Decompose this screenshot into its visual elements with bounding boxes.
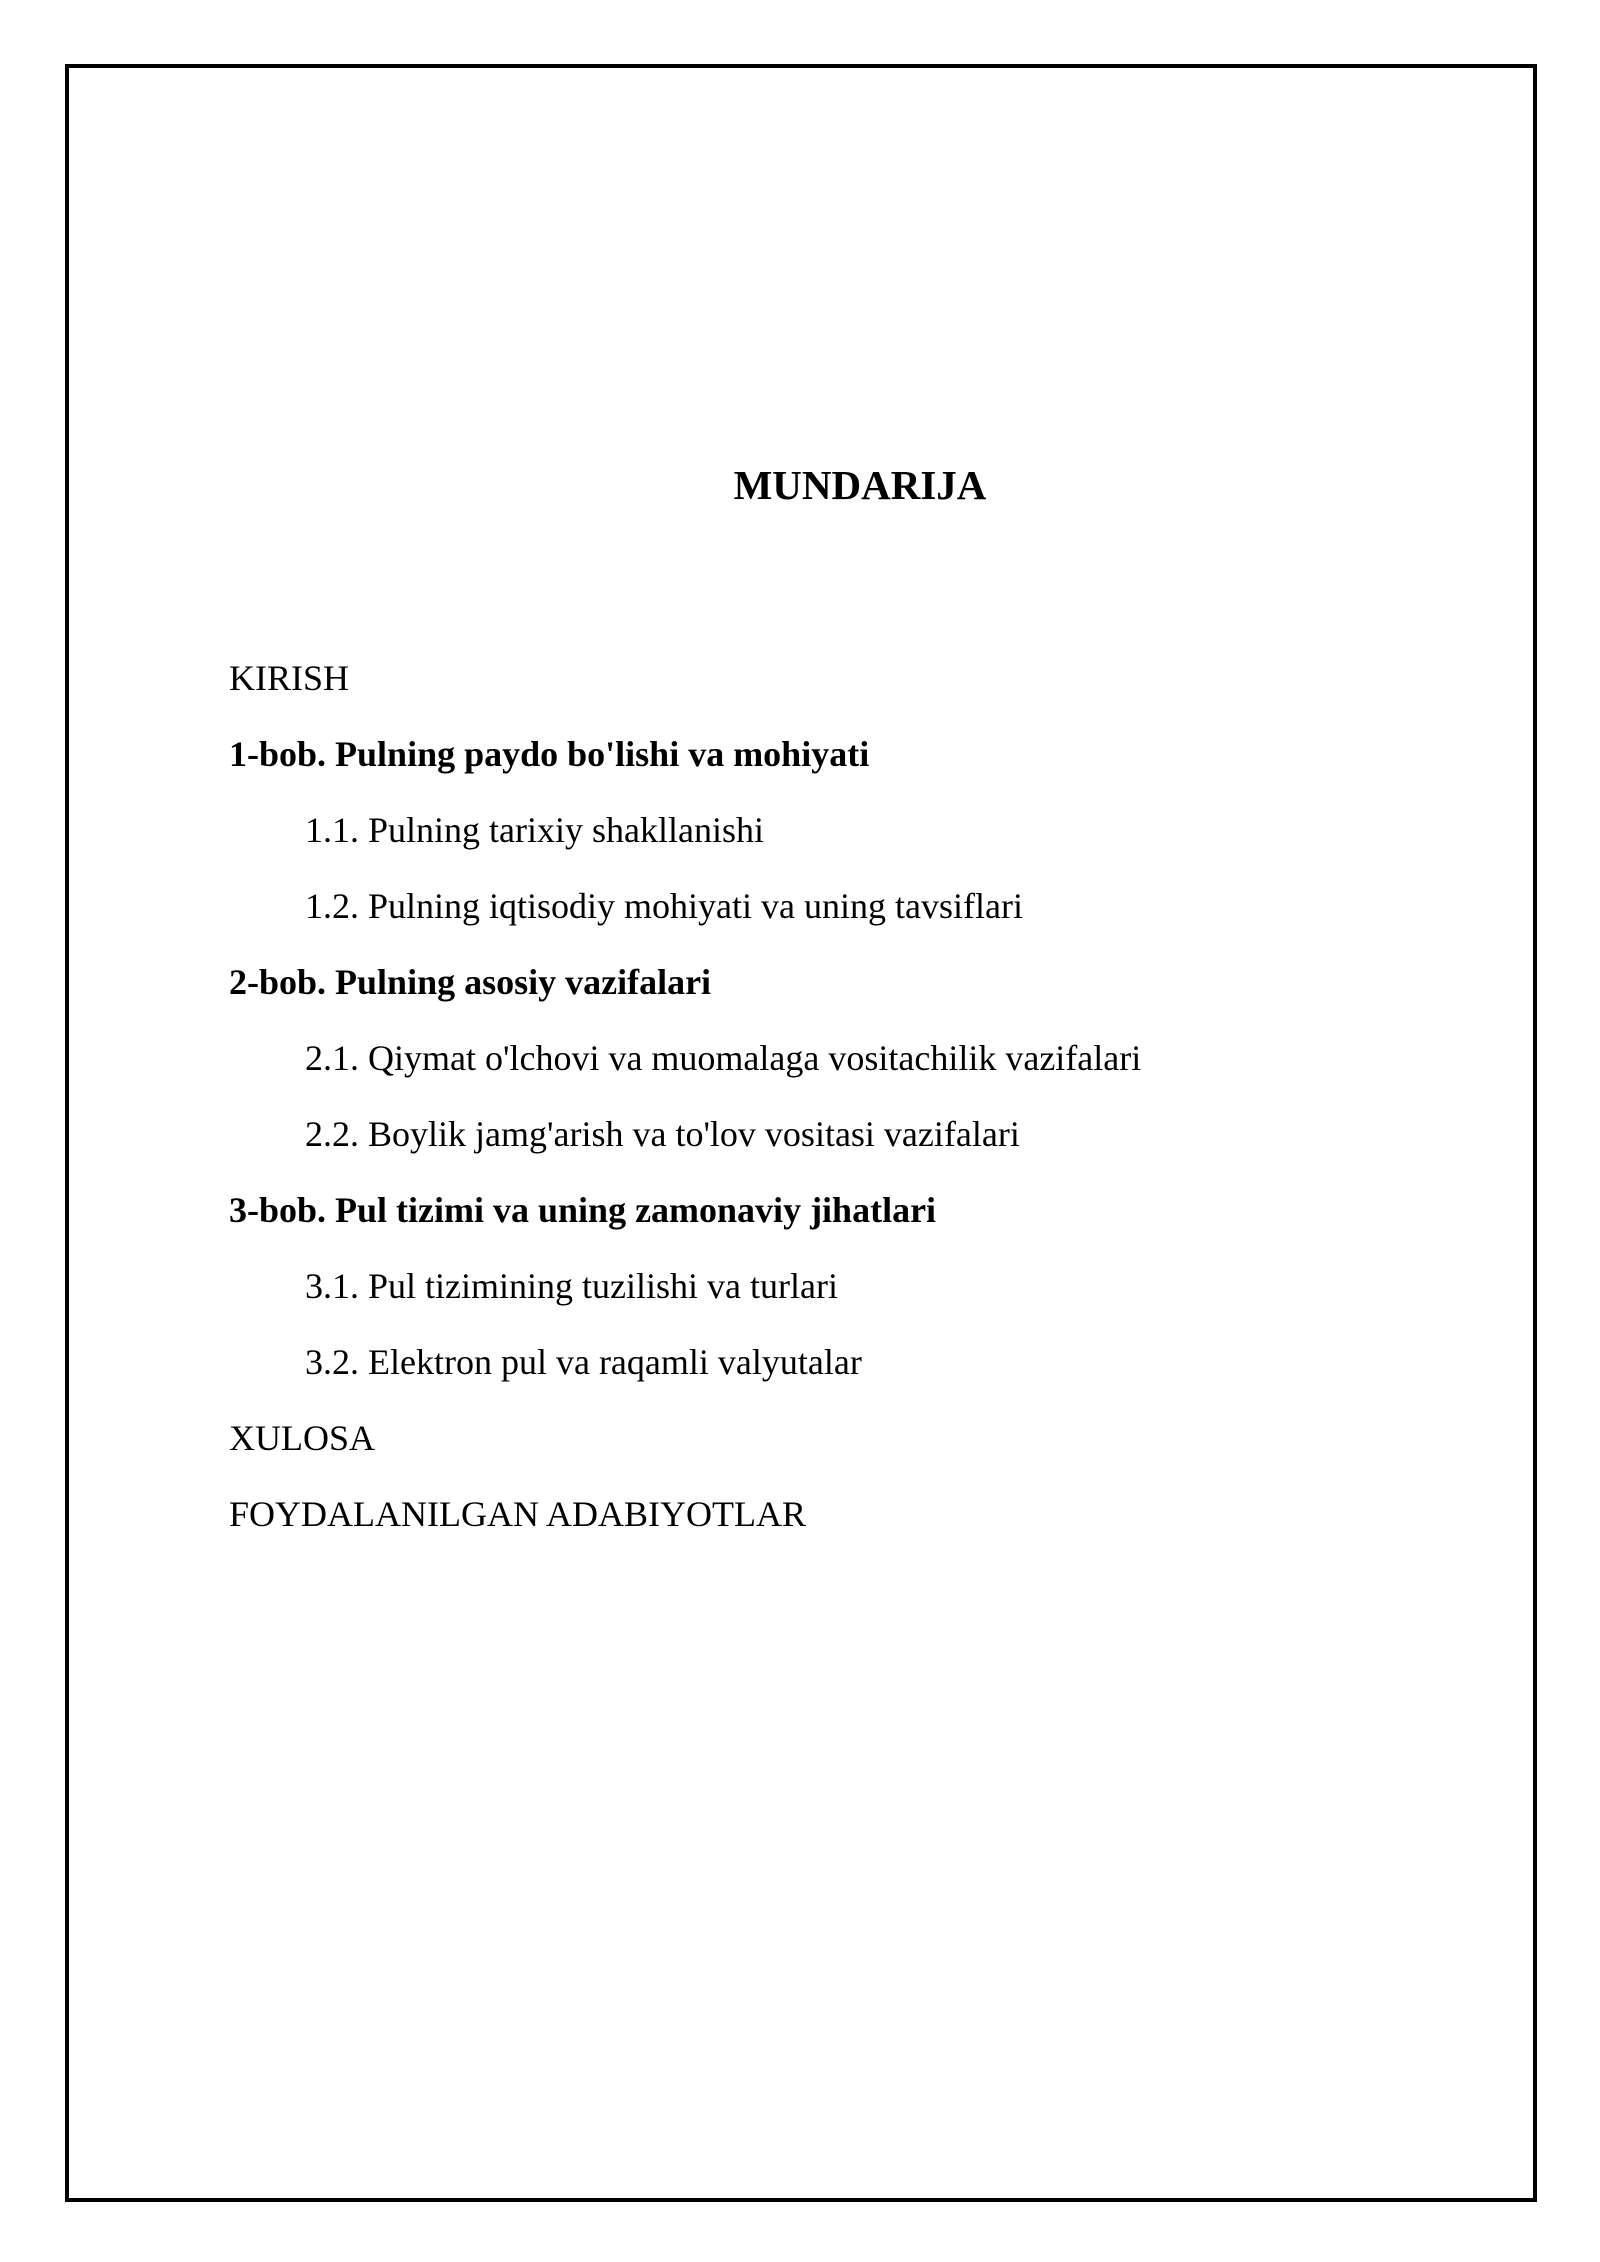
toc-subsection-1-2: 1.2. Pulning iqtisodiy mohiyati va uning tavsiflari — [305, 886, 1023, 926]
table-of-contents — [229, 640, 1141, 1552]
toc-subsection-3-2: 3.2. Elektron pul va raqamli valyutalar — [305, 1342, 862, 1382]
toc-chapter-1: 1-bob. Pulning paydo bo'lishi va mohiyati — [229, 734, 870, 774]
toc-subsection-1-1: 1.1. Pulning tarixiy shakllanishi — [305, 810, 764, 850]
toc-chapter-3: 3-bob. Pul tizimi va uning zamonaviy jihatlari — [229, 1190, 937, 1230]
toc-subsection-2-2: 2.2. Boylik jamg'arish va to'lov vositasi vazifalari — [305, 1114, 1020, 1154]
page-title: MUNDARIJA — [733, 462, 987, 508]
toc-chapter-2: 2-bob. Pulning asosiy vazifalari — [229, 962, 712, 1002]
toc-subsection-2-1: 2.1. Qiymat o'lchovi va muomalaga vositachilik vazifalari — [305, 1038, 1142, 1078]
toc-entry-conclusion: XULOSA — [229, 1418, 376, 1458]
toc-subsection-3-1: 3.1. Pul tizimining tuzilishi va turlari — [305, 1266, 838, 1306]
toc-entry-intro: KIRISH — [229, 658, 350, 698]
toc-entry-references: FOYDALANILGAN ADABIYOTLAR — [229, 1494, 806, 1534]
